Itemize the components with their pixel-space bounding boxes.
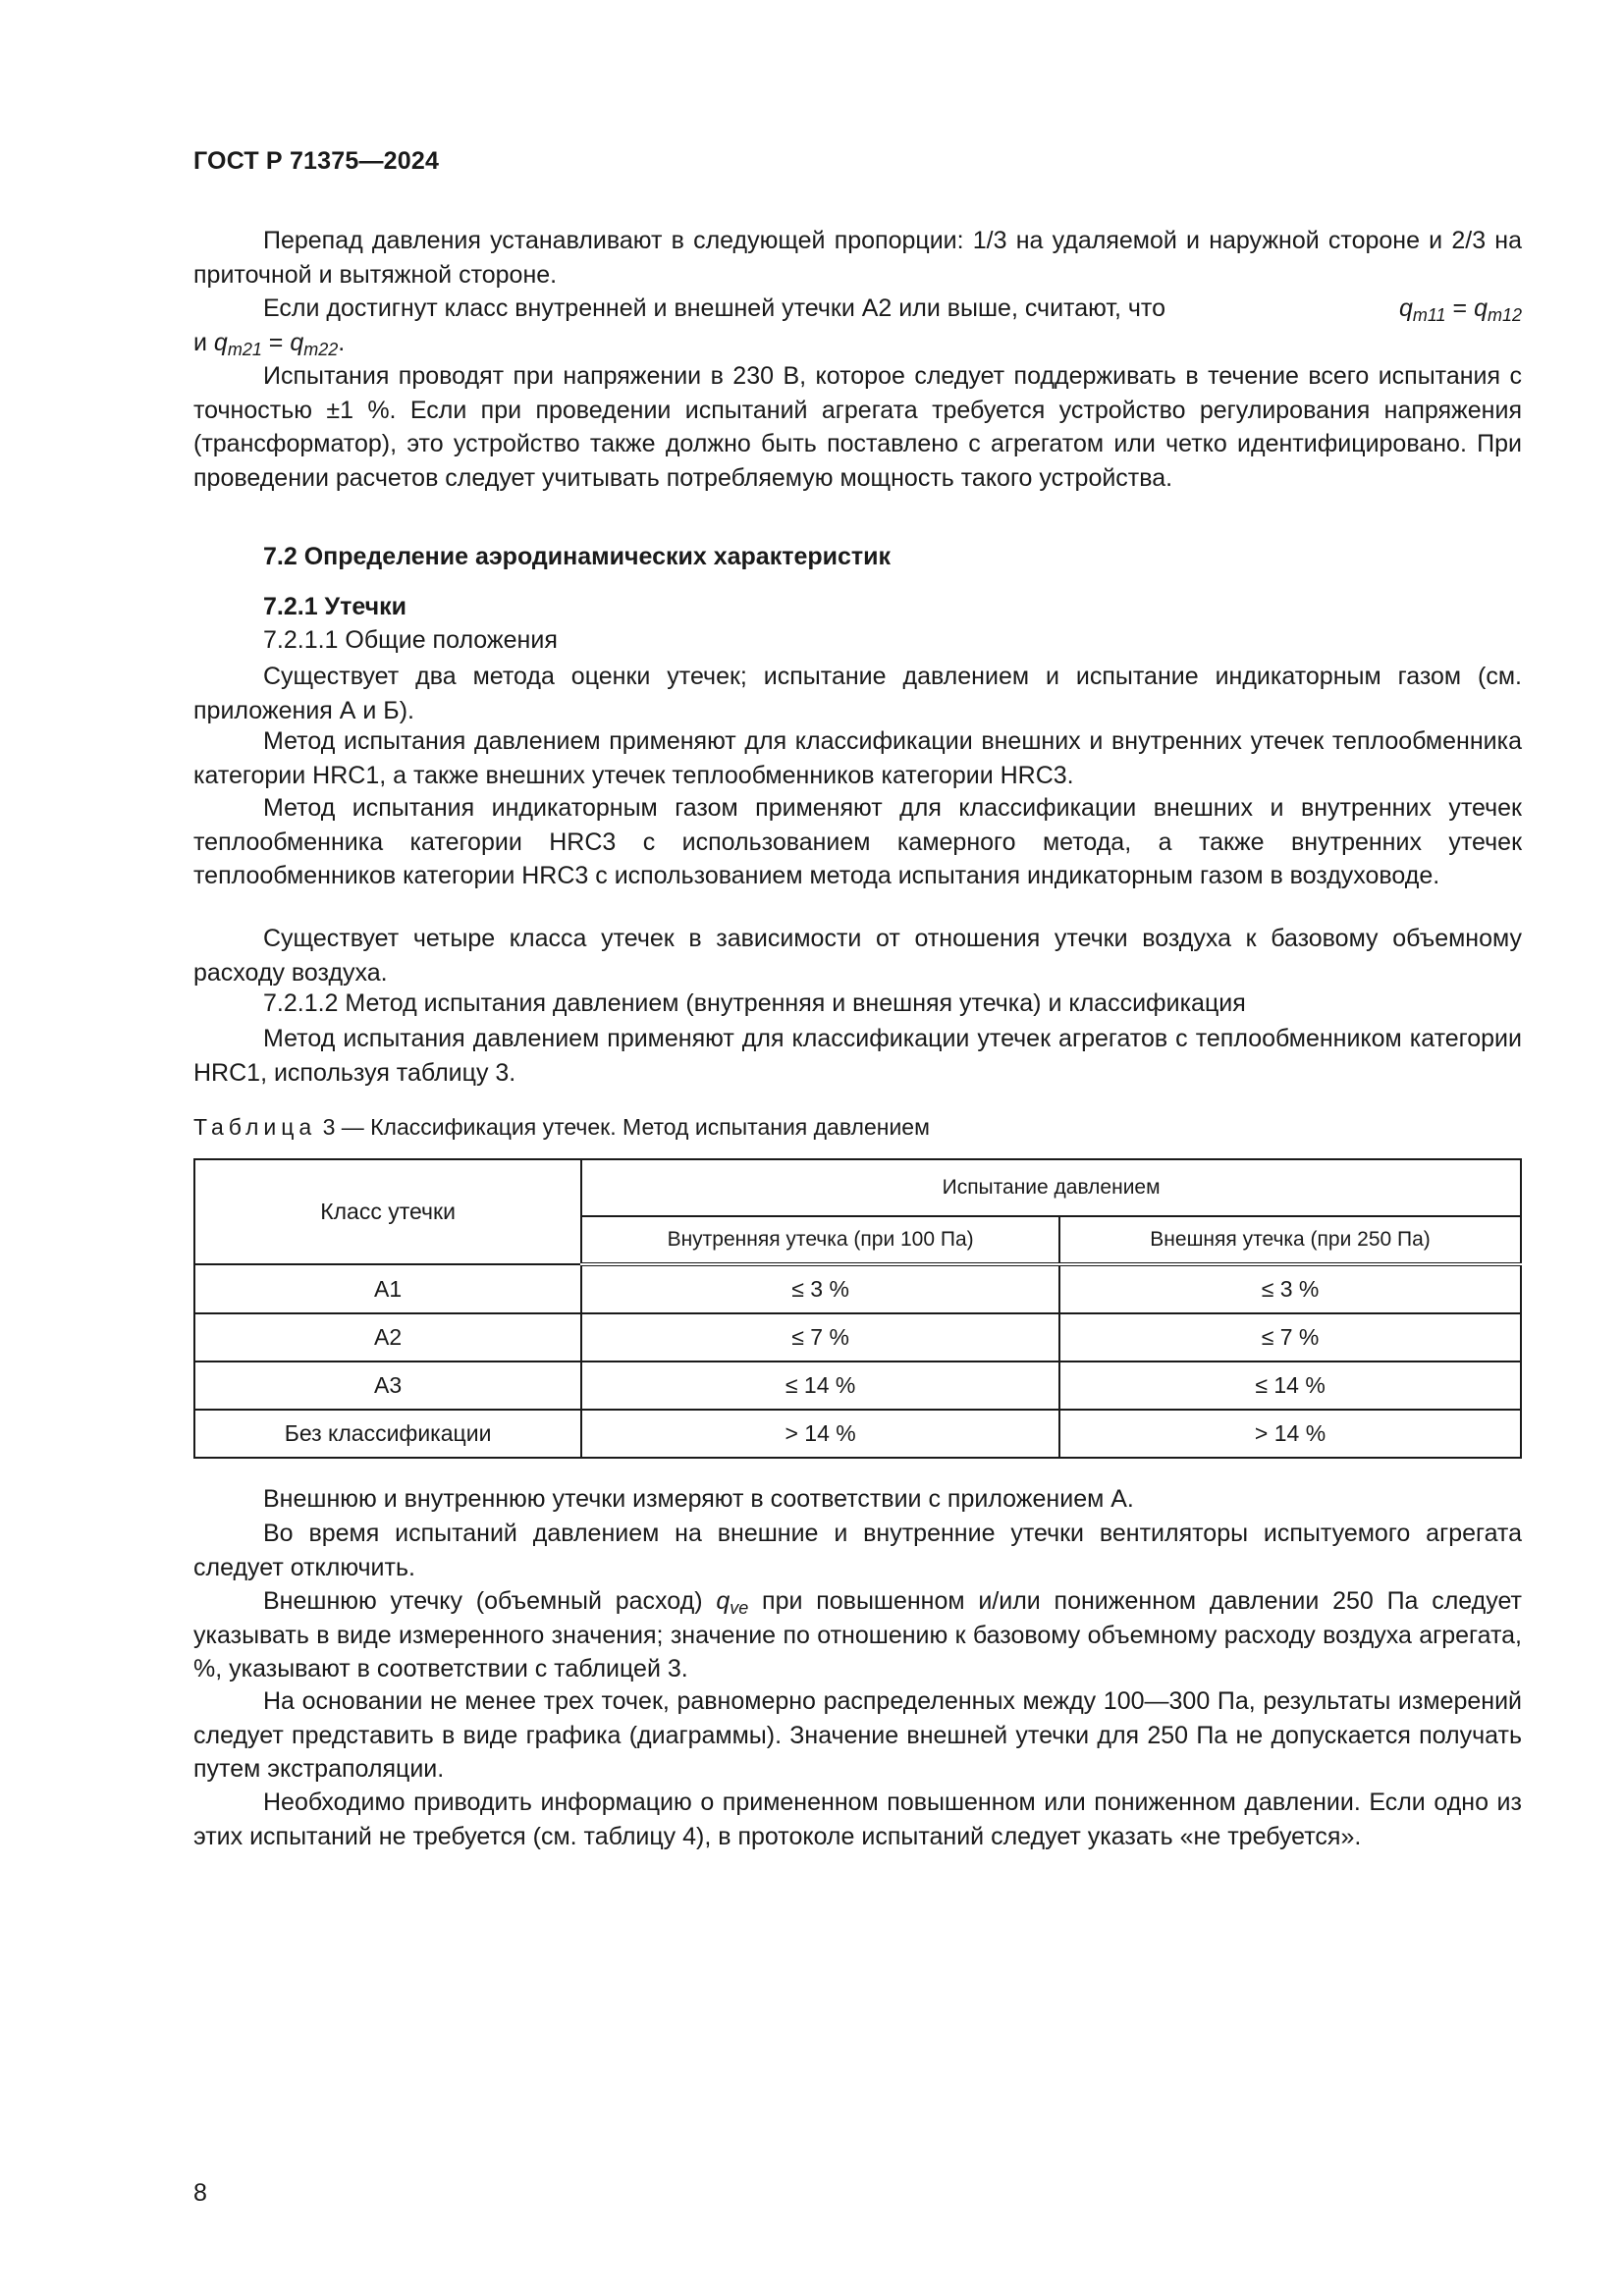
section-heading-7-2: 7.2 Определение аэродинамических характеристик <box>263 543 892 570</box>
formula-qm11-qm12: $q_{m11} = q_{m12}$ <box>1398 294 1522 325</box>
table-row <box>194 1313 1521 1362</box>
leakage-classification-table <box>193 1158 1522 1459</box>
paragraph-class-a2-text: Если достигнут класс внутренней и внешней утечки А2 или выше, считают, что <box>263 294 1165 322</box>
section-heading-7-2-1-1: 7.2.1.1 Общие положения <box>263 626 558 654</box>
paragraph-pressure-info: Необходимо приводить информацию о примененном повышенном или пониженном давлении. Если одно из этих испытаний не требуется (см. таблицу 4), в протоколе испытаний следует указать «не требуется». <box>193 1789 1522 1850</box>
table-cell-class: Без классификации <box>194 1410 581 1458</box>
paragraph-table3-ref: Метод испытания давлением применяют для классификации утечек агрегатов с теплообменником категории HRC1, используя таблицу 3. <box>193 1025 1522 1087</box>
paragraph-external-leak-qve: Внешнюю утечку (объемный расход) $q_{ve}$ при повышенном и/или пониженном давлении 250 Па следует указывать в виде измеренного значения; значение по отношению к базовому объемному расходу воздуха агрегата, %, указывают в соответствии с таблицей 3. <box>193 1587 1522 1682</box>
table-header-class: Класс утечки <box>194 1159 581 1264</box>
table-row <box>194 1362 1521 1410</box>
table-cell-internal: ≤ 7 % <box>581 1313 1059 1362</box>
section-heading-7-2-1: 7.2.1 Утечки <box>263 593 407 620</box>
paragraph-measure-annex-a: Внешнюю и внутреннюю утечки измеряют в соответствии с приложением А. <box>263 1485 1134 1513</box>
paragraph-tracer-gas-method: Метод испытания индикаторным газом применяют для классификации внешних и внутренних утечек теплообменника категории HRC3 с использованием камерного метода, а также внутренних утечек теплообменников категории HRC3 с использованием метода испытания индикаторным газом в воздуховоде. <box>193 794 1522 889</box>
table-header-external: Внешняя утечка (при 250 Па) <box>1059 1216 1521 1264</box>
paragraph-fans-off: Во время испытаний давлением на внешние и внутренние утечки вентиляторы испытуемого агрегата следует отключить. <box>193 1520 1522 1581</box>
standard-header: ГОСТ Р 71375—2024 <box>193 147 440 175</box>
table-cell-class: А1 <box>194 1264 581 1313</box>
table-cell-internal: > 14 % <box>581 1410 1059 1458</box>
table-cell-external: ≤ 7 % <box>1059 1313 1521 1362</box>
paragraph-class-a2 <box>193 292 1522 326</box>
section-heading-7-2-1-2: 7.2.1.2 Метод испытания давлением (внутренняя и внешняя утечка) и классификация <box>263 989 1246 1017</box>
paragraph-pressure-ratio: Перепад давления устанавливают в следующей пропорции: 1/3 на удаляемой и наружной стороне и 2/3 на приточной и вытяжной стороне. <box>193 227 1522 289</box>
table-cell-external: ≤ 3 % <box>1059 1264 1521 1313</box>
table-cell-internal: ≤ 3 % <box>581 1264 1059 1313</box>
table-caption: Таблица 3 — Классификация утечек. Метод испытания давлением <box>193 1114 930 1140</box>
paragraph-graph-points: На основании не менее трех точек, равномерно распределенных между 100—300 Па, результаты измерений следует представить в виде графика (диаграммы). Значение внешней утечки для 250 Па не допускается получать путем экстраполяции. <box>193 1687 1522 1783</box>
paragraph-voltage: Испытания проводят при напряжении в 230 В, которое следует поддерживать в течение всего испытания с точностью ±1 %. Если при проведении испытаний агрегата требуется устройство регулирования напряжения (трансформатор), это устройство также должно быть поставлено с агрегатом или четко идентифицировано. При проведении расчетов следует учитывать потребляемую мощность такого устройства. <box>193 362 1522 492</box>
table-row <box>194 1410 1521 1458</box>
formula-qm21-qm22: и $q_{m21} = q_{m22}$. <box>193 329 346 359</box>
table-cell-internal: ≤ 14 % <box>581 1362 1059 1410</box>
table-cell-external: ≤ 14 % <box>1059 1362 1521 1410</box>
table-cell-class: А2 <box>194 1313 581 1362</box>
table-header-internal: Внутренняя утечка (при 100 Па) <box>581 1216 1059 1264</box>
table-row <box>194 1264 1521 1313</box>
paragraph-four-classes: Существует четыре класса утечек в зависимости от отношения утечки воздуха к базовому объемному расходу воздуха. <box>193 925 1522 987</box>
table-cell-external: > 14 % <box>1059 1410 1521 1458</box>
paragraph-two-methods: Существует два метода оценки утечек; испытание давлением и испытание индикаторным газом (см. приложения А и Б). <box>193 663 1522 724</box>
paragraph-pressure-method: Метод испытания давлением применяют для классификации внешних и внутренних утечек теплообменника категории HRC1, а также внешних утечек теплообменников категории HRC3. <box>193 727 1522 789</box>
page-number: 8 <box>193 2179 207 2207</box>
table-cell-class: А3 <box>194 1362 581 1410</box>
table-header-pressure-test: Испытание давлением <box>581 1159 1521 1216</box>
